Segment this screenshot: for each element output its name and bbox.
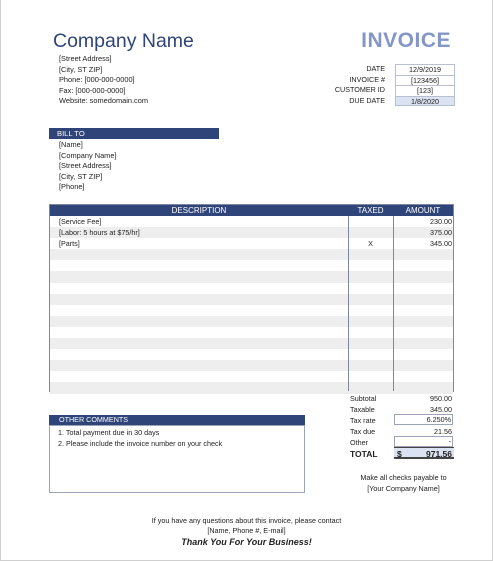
item-amount[interactable]: 230.00 <box>430 217 452 226</box>
address-line: [City, ST ZIP] <box>59 64 103 74</box>
footer-contact-details: [Name, Phone #, E-mail] <box>207 526 286 535</box>
meta-row-customer-id <box>331 85 455 96</box>
item-amount[interactable]: 375.00 <box>430 228 452 237</box>
meta-row-date <box>331 64 455 75</box>
comments-box[interactable] <box>49 425 305 493</box>
footer-contact-line: If you have any questions about this invoice, please contact <box>151 516 342 525</box>
address-line: Fax: [000-000-0000] <box>59 85 126 95</box>
meta-label: DATE <box>366 64 385 73</box>
address-line: Website: somedomain.com <box>59 96 148 106</box>
taxed-header: TAXED <box>357 206 384 215</box>
other-label: Other <box>350 438 368 447</box>
item-taxed[interactable]: X <box>368 239 373 248</box>
company-name: Company Name <box>53 30 194 52</box>
tax-rate-value[interactable]: 6.250% <box>394 414 453 425</box>
item-description[interactable]: [Parts] <box>59 239 80 248</box>
subtotal-label: Subtotal <box>350 394 377 403</box>
currency-symbol: $ <box>397 449 402 459</box>
meta-value[interactable]: [123456] <box>395 75 455 86</box>
payable-note <box>341 472 466 494</box>
total-box <box>394 447 454 459</box>
meta-value[interactable]: 12/9/2019 <box>395 64 455 75</box>
item-amount[interactable]: 345.00 <box>430 239 452 248</box>
comment-line: 1. Total payment due in 30 days <box>58 428 160 437</box>
subtotal-value: 950.00 <box>430 394 452 403</box>
bill-to-block <box>59 140 117 193</box>
meta-label: INVOICE # <box>349 74 385 84</box>
item-description[interactable]: [Labor: 5 hours at $75/hr] <box>59 228 140 237</box>
company-address <box>59 54 148 107</box>
address-line: [Street Address] <box>59 54 112 63</box>
bill-to-heading: BILL TO <box>49 128 219 139</box>
comment-line: 2. Please include the invoice number on your check <box>58 439 223 448</box>
description-header: DESCRIPTION <box>171 206 227 215</box>
thank-you-message: Thank You For Your Business! <box>181 537 312 547</box>
total-value: 971.56 <box>426 449 452 459</box>
meta-label: CUSTOMER ID <box>334 85 385 95</box>
bill-to-line: [City, ST ZIP] <box>59 171 103 181</box>
meta-row-invoice-number <box>331 75 455 86</box>
amount-header: AMOUNT <box>405 206 441 215</box>
line-items-table <box>49 204 454 392</box>
invoice-meta <box>331 64 455 106</box>
item-description[interactable]: [Service Fee] <box>59 217 102 226</box>
address-line: Phone: [000-000-0000] <box>59 75 135 85</box>
meta-row-due-date <box>331 96 455 107</box>
taxable-value: 345.00 <box>430 405 452 414</box>
other-value[interactable]: - <box>394 436 453 447</box>
meta-label: DUE DATE <box>349 95 385 105</box>
meta-value[interactable]: [123] <box>395 85 455 96</box>
meta-value[interactable]: 1/8/2020 <box>395 96 455 107</box>
invoice-title: INVOICE <box>361 29 451 52</box>
tax-due-label: Tax due <box>350 427 376 436</box>
bill-to-line: [Company Name] <box>59 150 117 160</box>
taxable-label: Taxable <box>350 405 375 414</box>
bill-to-line: [Street Address] <box>59 161 112 171</box>
table-header <box>50 205 453 216</box>
comments-heading: OTHER COMMENTS <box>49 415 305 425</box>
bill-to-line: [Name] <box>59 140 83 149</box>
total-label: TOTAL <box>350 449 378 459</box>
payable-line: Make all checks payable to <box>360 473 447 482</box>
bill-to-line: [Phone] <box>59 182 85 192</box>
tax-due-value: 21.56 <box>434 427 452 436</box>
payable-company: [Your Company Name] <box>367 484 440 493</box>
tax-rate-label: Tax rate <box>350 416 376 425</box>
